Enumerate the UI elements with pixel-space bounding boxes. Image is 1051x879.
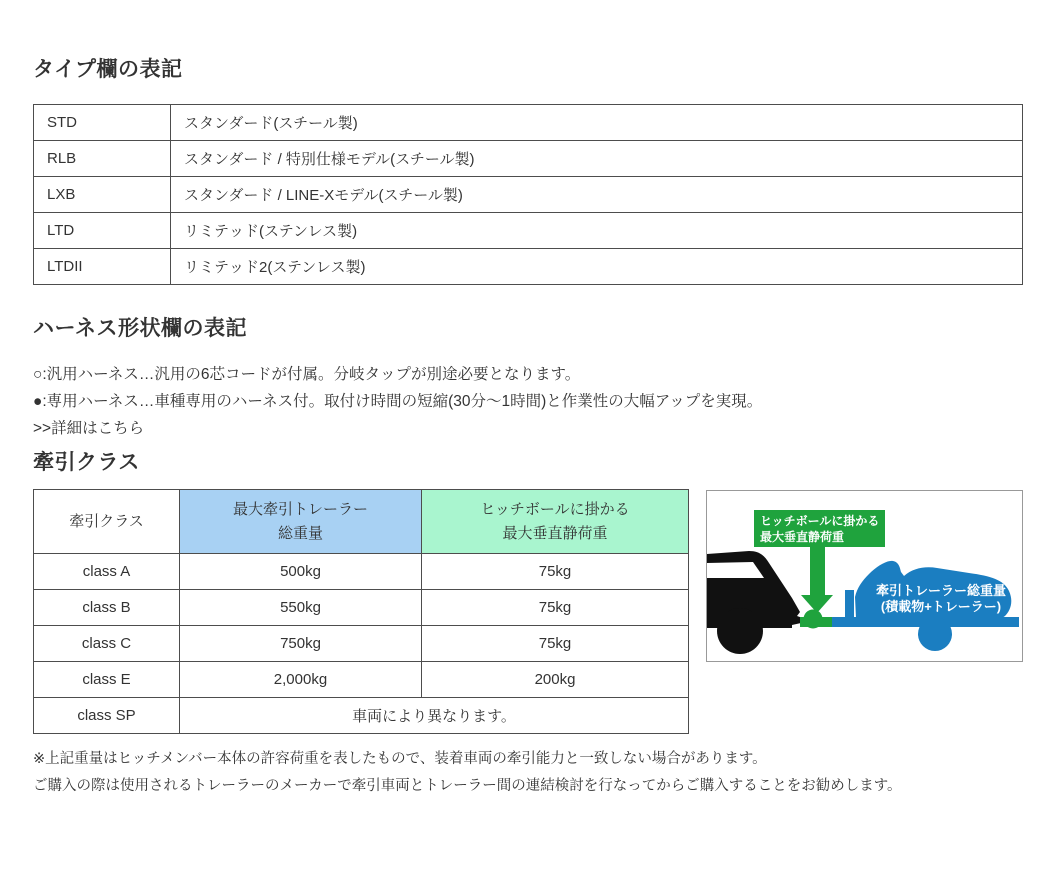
trailer-weight-label: 牽引トレーラー総重量: [875, 583, 1007, 598]
hitch-ball-icon: [804, 610, 823, 629]
type-code-cell: STD: [34, 105, 171, 141]
table-row: [34, 698, 689, 734]
table-row: [34, 105, 1023, 141]
header-line: 最大垂直静荷重: [502, 524, 608, 542]
table-header-row: [34, 490, 689, 554]
type-code-cell: LTD: [34, 213, 171, 249]
type-desc-cell: リミテッド(ステンレス製): [171, 213, 1023, 249]
tow-class-header: 牽引クラス: [34, 490, 180, 554]
hitch-load-label: ヒッチボールに掛かる: [760, 514, 880, 528]
table-row: [34, 213, 1023, 249]
header-line: 総重量: [277, 524, 323, 542]
towing-diagram-image: [707, 491, 1022, 661]
type-notation-table: [33, 104, 1023, 285]
header-line: 最大牽引トレーラー: [232, 500, 368, 518]
weight-cell: 550kg: [180, 590, 422, 626]
type-section-title: タイプ欄の表記: [33, 58, 183, 81]
weight-cell: 500kg: [180, 554, 422, 590]
trailer-weight-label2: (積載物+トレーラー): [880, 599, 1002, 614]
class-cell: class SP: [34, 698, 180, 734]
type-code-cell: RLB: [34, 141, 171, 177]
load-cell: 75kg: [422, 626, 689, 662]
detail-link[interactable]: >>詳細はこちら: [33, 420, 145, 437]
table-row: [34, 662, 689, 698]
class-cell: class E: [34, 662, 180, 698]
tow-class-section: [33, 489, 1023, 734]
type-desc-cell: スタンダード / LINE-Xモデル(スチール製): [171, 177, 1023, 213]
load-cell: 75kg: [422, 590, 689, 626]
harness-section-title: ハーネス形状欄の表記: [33, 317, 247, 340]
type-desc-cell: スタンダード(スチール製): [171, 105, 1023, 141]
towing-illustration: [706, 490, 1023, 662]
class-cell: class C: [34, 626, 180, 662]
harness-generic-line: ○:汎用ハーネス…汎用の6芯コードが付属。分岐タップが別途必要となります。: [33, 366, 581, 383]
table-row: [34, 590, 689, 626]
sp-value-cell: 車両により異なります。: [180, 698, 689, 734]
class-cell: class A: [34, 554, 180, 590]
load-cell: 75kg: [422, 554, 689, 590]
trailer-graphic: [827, 561, 1019, 651]
type-code-cell: LXB: [34, 177, 171, 213]
weight-cell: 2,000kg: [180, 662, 422, 698]
type-code-cell: LTDII: [34, 249, 171, 285]
footnotes: [33, 746, 1023, 800]
type-desc-cell: スタンダード / 特別仕様モデル(スチール製): [171, 141, 1023, 177]
class-cell: class B: [34, 590, 180, 626]
hitch-load-label2: 最大垂直静荷重: [760, 530, 845, 544]
table-row: [34, 626, 689, 662]
type-desc-cell: リミテッド2(ステンレス製): [171, 249, 1023, 285]
car-silhouette-icon: [707, 551, 804, 654]
table-row: [34, 177, 1023, 213]
tow-class-table: [33, 489, 689, 734]
table-row: [34, 141, 1023, 177]
weight-cell: 750kg: [180, 626, 422, 662]
header-line: ヒッチボールに掛かる: [480, 500, 630, 518]
harness-description: [33, 361, 1023, 442]
footnote-purchase: ご購入の際は使用されるトレーラーのメーカーで牽引車両とトレーラー間の連結検討を行なってからご購入することをお勧めします。: [33, 778, 902, 794]
table-row: [34, 249, 1023, 285]
footnote-weight: ※上記重量はヒッチメンバー本体の許容荷重を表したもので、装着車両の牽引能力と一致しない場合があります。: [33, 751, 767, 767]
harness-dedicated-line: ●:専用ハーネス…車種専用のハーネス付。取付け時間の短縮(30分〜1時間)と作業性の大幅アップを実現。: [33, 393, 763, 410]
max-trailer-weight-header: [180, 490, 422, 554]
tow-class-section-title: 牽引クラス: [33, 451, 140, 474]
table-row: [34, 554, 689, 590]
max-vertical-load-header: [422, 490, 689, 554]
load-cell: 200kg: [422, 662, 689, 698]
